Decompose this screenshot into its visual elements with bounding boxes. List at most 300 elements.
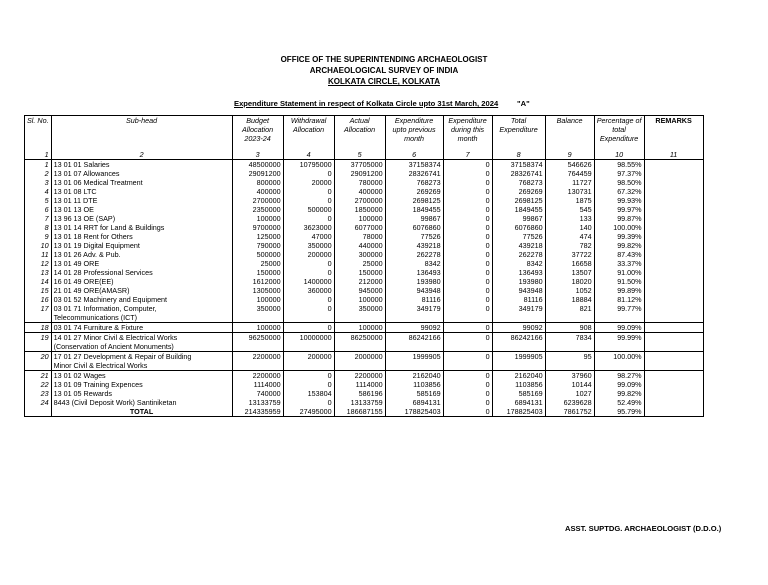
subhead-cell: 16 01 49 ORE(EE) — [51, 277, 232, 286]
subhead-cell: 14 01 28 Professional Services — [51, 268, 232, 277]
pct-cell: 87.43% — [594, 250, 644, 259]
pct-cell: 99.99% — [594, 332, 644, 351]
sl-no-cell: 15 — [25, 286, 52, 295]
table-row — [25, 268, 704, 277]
total-cell: 77526 — [492, 232, 545, 241]
balance-cell: 37722 — [545, 250, 594, 259]
total-cell: 1999905 — [492, 351, 545, 370]
total-cell: 262278 — [492, 250, 545, 259]
budget-cell: 48500000 — [232, 159, 283, 169]
pct-cell: 99.82% — [594, 389, 644, 398]
remarks-cell — [644, 268, 703, 277]
actual-cell: 86250000 — [334, 332, 385, 351]
subhead-cell: 13 01 19 Digital Equipment — [51, 241, 232, 250]
remarks-cell — [644, 351, 703, 370]
budget-cell: 2350000 — [232, 205, 283, 214]
actual-cell: 945000 — [334, 286, 385, 295]
sl-no-cell: 14 — [25, 277, 52, 286]
withdrawal-cell: 47000 — [283, 232, 334, 241]
sl-no-cell: 11 — [25, 250, 52, 259]
total-prev-cell: 178825403 — [385, 407, 443, 417]
prev-cell: 37158374 — [385, 159, 443, 169]
budget-cell: 740000 — [232, 389, 283, 398]
budget-cell: 96250000 — [232, 332, 283, 351]
prev-cell: 585169 — [385, 389, 443, 398]
actual-cell: 212000 — [334, 277, 385, 286]
actual-cell: 350000 — [334, 304, 385, 323]
prev-cell: 262278 — [385, 250, 443, 259]
balance-cell: 1052 — [545, 286, 594, 295]
withdrawal-cell: 0 — [283, 295, 334, 304]
balance-cell: 140 — [545, 223, 594, 232]
col-header-exp-prev: Expenditure upto previous month — [385, 116, 443, 150]
signature-designation: ASST. SUPTDG. ARCHAEOLOGIST (D.D.O.) — [565, 524, 722, 533]
subhead-cell: 13 01 14 RRT for Land & Buildings — [51, 223, 232, 232]
month-cell: 0 — [443, 232, 492, 241]
withdrawal-cell: 10795000 — [283, 159, 334, 169]
withdrawal-cell: 0 — [283, 380, 334, 389]
subhead-cell: 21 01 49 ORE(AMASR) — [51, 286, 232, 295]
column-number: 8 — [492, 150, 545, 160]
remarks-cell — [644, 214, 703, 223]
column-number: 4 — [283, 150, 334, 160]
balance-cell: 133 — [545, 214, 594, 223]
actual-cell: 2700000 — [334, 196, 385, 205]
subhead-cell: 03 01 71 Information, Computer, Telecommunications (ICT) — [51, 304, 232, 323]
pct-cell: 99.82% — [594, 241, 644, 250]
withdrawal-cell: 1400000 — [283, 277, 334, 286]
remarks-cell — [644, 259, 703, 268]
remarks-cell — [644, 205, 703, 214]
total-cell: 81116 — [492, 295, 545, 304]
balance-cell: 11727 — [545, 178, 594, 187]
table-row — [25, 277, 704, 286]
budget-cell: 790000 — [232, 241, 283, 250]
remarks-cell — [644, 295, 703, 304]
subhead-cell: 13 01 06 Medical Treatment — [51, 178, 232, 187]
withdrawal-cell: 3623000 — [283, 223, 334, 232]
subhead-cell: 14 01 27 Minor Civil & Electrical Works (Conservation of Ancient Monuments) — [51, 332, 232, 351]
month-cell: 0 — [443, 223, 492, 232]
table-row — [25, 187, 704, 196]
balance-cell: 821 — [545, 304, 594, 323]
total-cell: 1849455 — [492, 205, 545, 214]
pct-cell: 99.39% — [594, 232, 644, 241]
table-row — [25, 295, 704, 304]
withdrawal-cell: 0 — [283, 196, 334, 205]
subhead-cell: 13 01 11 DTE — [51, 196, 232, 205]
table-row — [25, 380, 704, 389]
sl-no-cell: 16 — [25, 295, 52, 304]
sl-no-cell: 17 — [25, 304, 52, 323]
sl-no-cell: 19 — [25, 332, 52, 351]
actual-cell: 100000 — [334, 214, 385, 223]
statement-title: Expenditure Statement in respect of Kolkata Circle upto 31st March, 2024 — [234, 99, 499, 108]
remarks-cell — [644, 187, 703, 196]
remarks-cell — [644, 241, 703, 250]
month-cell: 0 — [443, 159, 492, 169]
total-cell: 1103856 — [492, 380, 545, 389]
table-row — [25, 250, 704, 259]
col-header-actual: Actual Allocation — [334, 116, 385, 150]
total-cell: 86242166 — [492, 332, 545, 351]
sl-no-cell: 21 — [25, 370, 52, 380]
balance-cell: 16658 — [545, 259, 594, 268]
balance-cell: 1875 — [545, 196, 594, 205]
budget-cell: 350000 — [232, 304, 283, 323]
prev-cell: 1849455 — [385, 205, 443, 214]
actual-cell: 400000 — [334, 187, 385, 196]
budget-cell: 9700000 — [232, 223, 283, 232]
total-row — [25, 407, 704, 417]
actual-cell: 1114000 — [334, 380, 385, 389]
remarks-cell — [644, 380, 703, 389]
total-cell: 439218 — [492, 241, 545, 250]
subhead-cell: 13 01 18 Rent for Others — [51, 232, 232, 241]
prev-cell: 99092 — [385, 322, 443, 332]
withdrawal-cell: 0 — [283, 398, 334, 407]
remarks-cell — [644, 178, 703, 187]
sl-no-cell: 13 — [25, 268, 52, 277]
actual-cell: 586196 — [334, 389, 385, 398]
month-cell: 0 — [443, 178, 492, 187]
budget-cell: 100000 — [232, 214, 283, 223]
column-number: 6 — [385, 150, 443, 160]
col-header-budget: Budget Allocation 2023-24 — [232, 116, 283, 150]
column-number: 9 — [545, 150, 594, 160]
table-row — [25, 169, 704, 178]
balance-cell: 7834 — [545, 332, 594, 351]
month-cell: 0 — [443, 187, 492, 196]
total-cell: 8342 — [492, 259, 545, 268]
balance-cell: 95 — [545, 351, 594, 370]
total-cell: 37158374 — [492, 159, 545, 169]
table-row — [25, 159, 704, 169]
sl-no-cell: 8 — [25, 223, 52, 232]
balance-cell: 18020 — [545, 277, 594, 286]
withdrawal-cell: 10000000 — [283, 332, 334, 351]
month-cell: 0 — [443, 250, 492, 259]
balance-cell: 130731 — [545, 187, 594, 196]
prev-cell: 8342 — [385, 259, 443, 268]
pct-cell: 100.00% — [594, 351, 644, 370]
annexure-ref: "A" — [517, 99, 530, 108]
prev-cell: 269269 — [385, 187, 443, 196]
actual-cell: 780000 — [334, 178, 385, 187]
column-number: 2 — [51, 150, 232, 160]
actual-cell: 1850000 — [334, 205, 385, 214]
table-row — [25, 370, 704, 380]
sl-no-cell: 12 — [25, 259, 52, 268]
pct-cell: 97.37% — [594, 169, 644, 178]
balance-cell: 782 — [545, 241, 594, 250]
actual-cell: 440000 — [334, 241, 385, 250]
budget-cell: 2200000 — [232, 351, 283, 370]
sl-no-cell: 7 — [25, 214, 52, 223]
prev-cell: 136493 — [385, 268, 443, 277]
budget-cell: 800000 — [232, 178, 283, 187]
withdrawal-cell: 0 — [283, 187, 334, 196]
remarks-cell — [644, 286, 703, 295]
total-actual-cell: 186687155 — [334, 407, 385, 417]
sl-no-cell: 22 — [25, 380, 52, 389]
balance-cell: 546626 — [545, 159, 594, 169]
remarks-cell — [644, 322, 703, 332]
col-header-total-exp: Total Expenditure — [492, 116, 545, 150]
sl-no-cell: 10 — [25, 241, 52, 250]
total-cell: 193980 — [492, 277, 545, 286]
month-cell: 0 — [443, 205, 492, 214]
prev-cell: 768273 — [385, 178, 443, 187]
balance-cell: 908 — [545, 322, 594, 332]
prev-cell: 439218 — [385, 241, 443, 250]
pct-cell: 99.89% — [594, 286, 644, 295]
balance-cell: 37960 — [545, 370, 594, 380]
withdrawal-cell: 200000 — [283, 351, 334, 370]
pct-cell: 99.87% — [594, 214, 644, 223]
budget-cell: 400000 — [232, 187, 283, 196]
remarks-cell — [644, 196, 703, 205]
remarks-cell — [644, 398, 703, 407]
pct-cell: 99.09% — [594, 380, 644, 389]
col-header-withdrawal: Withdrawal Allocation — [283, 116, 334, 150]
remarks-cell — [644, 159, 703, 169]
prev-cell: 6894131 — [385, 398, 443, 407]
total-withdrawal-cell: 27495000 — [283, 407, 334, 417]
table-row — [25, 259, 704, 268]
column-number-row — [25, 150, 704, 160]
actual-cell: 150000 — [334, 268, 385, 277]
budget-cell: 100000 — [232, 322, 283, 332]
prev-cell: 349179 — [385, 304, 443, 323]
table-row — [25, 223, 704, 232]
total-cell: 269269 — [492, 187, 545, 196]
balance-cell: 13507 — [545, 268, 594, 277]
remarks-cell — [644, 389, 703, 398]
remarks-cell — [644, 223, 703, 232]
actual-cell: 6077000 — [334, 223, 385, 232]
budget-cell: 29091200 — [232, 169, 283, 178]
sl-no-cell: 20 — [25, 351, 52, 370]
month-cell: 0 — [443, 351, 492, 370]
sl-no-cell: 24 — [25, 398, 52, 407]
budget-cell: 2200000 — [232, 370, 283, 380]
pct-cell: 67.32% — [594, 187, 644, 196]
withdrawal-cell: 0 — [283, 304, 334, 323]
actual-cell: 13133759 — [334, 398, 385, 407]
sl-no-cell: 3 — [25, 178, 52, 187]
withdrawal-cell: 0 — [283, 268, 334, 277]
total-cell: 943948 — [492, 286, 545, 295]
subhead-cell: 17 01 27 Development & Repair of Building Minor Civil & Electrical Works — [51, 351, 232, 370]
subhead-cell: 03 01 52 Machinery and Equipment — [51, 295, 232, 304]
sl-no-cell: 9 — [25, 232, 52, 241]
col-header-remarks: REMARKS — [644, 116, 703, 150]
column-number: 3 — [232, 150, 283, 160]
subhead-cell: 13 01 09 Training Expences — [51, 380, 232, 389]
withdrawal-cell: 153804 — [283, 389, 334, 398]
table-row — [25, 214, 704, 223]
budget-cell: 1305000 — [232, 286, 283, 295]
subhead-cell: 13 01 07 Allowances — [51, 169, 232, 178]
prev-cell: 81116 — [385, 295, 443, 304]
department-title: ARCHAEOLOGICAL SURVEY OF INDIA — [309, 66, 459, 75]
actual-cell: 78000 — [334, 232, 385, 241]
balance-cell: 545 — [545, 205, 594, 214]
remarks-cell — [644, 304, 703, 323]
actual-cell: 2200000 — [334, 370, 385, 380]
month-cell: 0 — [443, 241, 492, 250]
remarks-cell — [644, 370, 703, 380]
balance-cell: 6239628 — [545, 398, 594, 407]
table-row — [25, 286, 704, 295]
table-row — [25, 196, 704, 205]
pct-cell: 91.50% — [594, 277, 644, 286]
expenditure-table — [24, 115, 704, 417]
total-budget-cell: 214335959 — [232, 407, 283, 417]
table-row — [25, 205, 704, 214]
withdrawal-cell: 20000 — [283, 178, 334, 187]
subhead-cell: 13 01 49 ORE — [51, 259, 232, 268]
actual-cell: 29091200 — [334, 169, 385, 178]
remarks-cell — [644, 250, 703, 259]
remarks-cell — [644, 169, 703, 178]
actual-cell: 300000 — [334, 250, 385, 259]
total-cell: 99092 — [492, 322, 545, 332]
col-header-percentage: Percentage of total Expenditure — [594, 116, 644, 150]
remarks-cell — [644, 332, 703, 351]
balance-cell: 764459 — [545, 169, 594, 178]
month-cell: 0 — [443, 268, 492, 277]
withdrawal-cell: 0 — [283, 169, 334, 178]
total-label: TOTAL — [51, 407, 232, 417]
month-cell: 0 — [443, 169, 492, 178]
pct-cell: 52.49% — [594, 398, 644, 407]
withdrawal-cell: 0 — [283, 214, 334, 223]
month-cell: 0 — [443, 380, 492, 389]
sl-no-cell: 1 — [25, 159, 52, 169]
actual-cell: 100000 — [334, 295, 385, 304]
actual-cell: 100000 — [334, 322, 385, 332]
total-cell: 99867 — [492, 214, 545, 223]
total-cell: 6076860 — [492, 223, 545, 232]
column-number: 11 — [644, 150, 703, 160]
month-cell: 0 — [443, 214, 492, 223]
pct-cell: 99.97% — [594, 205, 644, 214]
table-row — [25, 232, 704, 241]
subhead-cell: 03 01 74 Furniture & Fixture — [51, 322, 232, 332]
withdrawal-cell: 0 — [283, 370, 334, 380]
prev-cell: 1999905 — [385, 351, 443, 370]
withdrawal-cell: 500000 — [283, 205, 334, 214]
month-cell: 0 — [443, 286, 492, 295]
sl-no-cell: 2 — [25, 169, 52, 178]
sl-no-cell: 5 — [25, 196, 52, 205]
subhead-cell: 13 01 08 LTC — [51, 187, 232, 196]
prev-cell: 6076860 — [385, 223, 443, 232]
office-title: OFFICE OF THE SUPERINTENDING ARCHAEOLOGIST — [280, 55, 488, 64]
prev-cell: 943948 — [385, 286, 443, 295]
subhead-cell: 13 01 05 Rewards — [51, 389, 232, 398]
total-month-cell: 0 — [443, 407, 492, 417]
total-cell: 2698125 — [492, 196, 545, 205]
total-cell: 136493 — [492, 268, 545, 277]
month-cell: 0 — [443, 277, 492, 286]
column-number: 7 — [443, 150, 492, 160]
pct-cell: 81.12% — [594, 295, 644, 304]
subhead-cell: 13 01 26 Adv. & Pub. — [51, 250, 232, 259]
prev-cell: 86242166 — [385, 332, 443, 351]
sl-no-cell: 23 — [25, 389, 52, 398]
subhead-cell: 8443 (Civil Deposit Work) Santiniketan — [51, 398, 232, 407]
sl-no-cell: 4 — [25, 187, 52, 196]
withdrawal-cell: 200000 — [283, 250, 334, 259]
prev-cell: 28326741 — [385, 169, 443, 178]
pct-cell: 98.55% — [594, 159, 644, 169]
col-header-exp-month: Expenditure during this month — [443, 116, 492, 150]
total-cell: 28326741 — [492, 169, 545, 178]
sl-no-cell: 6 — [25, 205, 52, 214]
month-cell: 0 — [443, 370, 492, 380]
prev-cell: 193980 — [385, 277, 443, 286]
budget-cell: 25000 — [232, 259, 283, 268]
actual-cell: 25000 — [334, 259, 385, 268]
subhead-cell: 13 96 13 OE (SAP) — [51, 214, 232, 223]
balance-cell: 474 — [545, 232, 594, 241]
month-cell: 0 — [443, 398, 492, 407]
month-cell: 0 — [443, 196, 492, 205]
actual-cell: 2000000 — [334, 351, 385, 370]
budget-cell: 100000 — [232, 295, 283, 304]
withdrawal-cell: 350000 — [283, 241, 334, 250]
prev-cell: 99867 — [385, 214, 443, 223]
pct-cell: 91.00% — [594, 268, 644, 277]
pct-cell: 99.93% — [594, 196, 644, 205]
total-cell: 6894131 — [492, 398, 545, 407]
total-cell: 349179 — [492, 304, 545, 323]
table-row — [25, 241, 704, 250]
pct-cell: 33.37% — [594, 259, 644, 268]
balance-cell: 1027 — [545, 389, 594, 398]
budget-cell: 1612000 — [232, 277, 283, 286]
table-row — [25, 322, 704, 332]
prev-cell: 2162040 — [385, 370, 443, 380]
table-row — [25, 304, 704, 323]
sl-no-cell: 18 — [25, 322, 52, 332]
table-row — [25, 351, 704, 370]
col-header-subhead: Sub-head — [51, 116, 232, 150]
budget-cell: 1114000 — [232, 380, 283, 389]
withdrawal-cell: 0 — [283, 322, 334, 332]
budget-cell: 125000 — [232, 232, 283, 241]
subhead-cell: 13 01 02 Wages — [51, 370, 232, 380]
total-cell: 585169 — [492, 389, 545, 398]
month-cell: 0 — [443, 389, 492, 398]
budget-cell: 150000 — [232, 268, 283, 277]
balance-cell: 10144 — [545, 380, 594, 389]
column-number: 1 — [25, 150, 52, 160]
total-cell: 768273 — [492, 178, 545, 187]
col-header-balance: Balance — [545, 116, 594, 150]
pct-cell: 99.09% — [594, 322, 644, 332]
pct-cell: 100.00% — [594, 223, 644, 232]
month-cell: 0 — [443, 295, 492, 304]
month-cell: 0 — [443, 304, 492, 323]
table-row — [25, 398, 704, 407]
column-number: 5 — [334, 150, 385, 160]
budget-cell: 13133759 — [232, 398, 283, 407]
month-cell: 0 — [443, 322, 492, 332]
